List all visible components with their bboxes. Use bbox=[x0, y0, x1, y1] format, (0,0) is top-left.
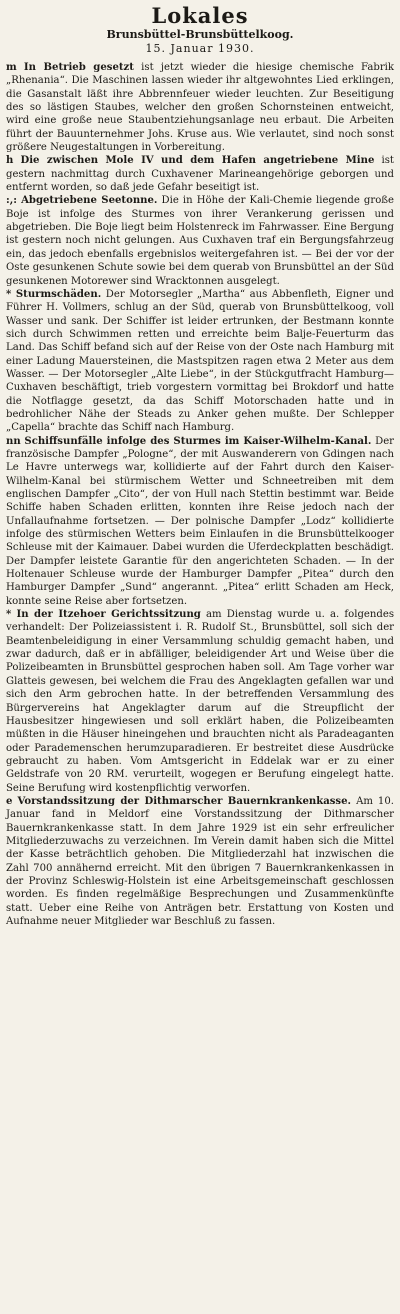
article-headline: Abgetriebene Seetonne. bbox=[21, 195, 158, 207]
article-seetonne bbox=[6, 194, 394, 287]
article-body: Am 10. Januar fand in Meldorf eine Vorstandssitzung der Dithmarscher Bauernkrankenkasse statt. In dem Jahre 1929 ist ein sehr erfreulicher Mitgliederzuwachs zu verzeichnen. Im Verein damit haben sich die Mittel der Kasse beträchtlich gehoben. Die Mitgliederzahl hat inzwischen die Zahl 700 annähernd erreicht. Mit den übrigen 7 Bauernkrankenkassen in der Provinz Schleswig-Holstein ist eine Arbeitsgemeinschaft geschlossen worden. Es finden regelmäßige Besprechungen und Zusammenkünfte statt. Ueber eine Reihe von Anträgen betr. Erstattung von Kosten und Aufnahme neuer Mitglieder war Beschluß zu fassen. bbox=[6, 795, 394, 927]
article-body: Der französische Dampfer „Pologne“, der mit Auswanderern von Gdingen nach Le Havre unterwegs war, kollidierte auf der Fahrt durch den Kaiser-Wilhelm-Kanal bei stürmischem Wetter und Schneetreiben mit dem englischen Dampfer „Cito“, der von Hull nach Stettin bestimmt war. Beide Schiffe haben Schaden erlitten, konnten ihre Reise jedoch nach der Unfallaufnahme fortsetzen. — Der polnische Dampfer „Lodz“ kollidierte infolge des stürmischen Wetters beim Einlaufen in die Brunsbüttelkooger Schleuse mit der Kaimauer. Dabei wurden die Uferdeckplatten beschädigt. Der Dampfer leistete Garantie für den angerichteten Schaden. — In der Holtenauer Schleuse wurde der Hamburger Dampfer „Pitea“ durch den Hamburger Dampfer „Sund“ angerannt. „Pitea“ erlitt Schaden am Heck, konnte seine Reise aber fortsetzen. bbox=[6, 435, 394, 607]
article-marker: nn bbox=[6, 435, 21, 447]
article-marker: m bbox=[6, 62, 17, 73]
article-body: Der Motorsegler „Martha“ aus Abbenfleth, Eigner und Führer H. Vollmers, schlug an der Süd, querab von Brunsbüttelkoog, voll Wasser und sank. Der Schiffer ist leider ertrunken, der Bestmann konnte sich durch Schwimmen retten und erreichte beim Balje-Feuerturm das Land. Das Schiff befand sich auf der Reise von der Oste nach Hamburg mit einer Ladung Mauersteinen, die Mastspitzen ragen etwa 2 Meter aus dem Wasser. — Der Motorsegler „Alte Liebe“, in der Stückgutfracht Hamburg—Cuxhaven beschäftigt, trieb vorgestern vormittag bei Brokdorf und hatte die Notflagge gesetzt, da das Schiff Motorschaden hatte und in bedrohlicher Nähe der Steads zu Anker gehen mußte. Der Schlepper „Capella“ brachte das Schiff nach Hamburg. bbox=[6, 288, 394, 434]
article-headline: In der Itzehoer Gerichtssitzung bbox=[16, 609, 201, 621]
article-headline: Schiffsunfälle infolge des Sturmes im Kaiser-Wilhelm-Kanal. bbox=[24, 435, 372, 447]
article-headline: In Betrieb gesetzt bbox=[23, 62, 134, 73]
article-marker: * bbox=[6, 288, 12, 300]
article-schiffsunfaelle bbox=[6, 435, 394, 608]
section-title: Lokales bbox=[151, 3, 249, 28]
article-marker: e bbox=[6, 795, 13, 807]
article-bauernkrankenkasse bbox=[6, 795, 394, 928]
section-subtitle: Brunsbüttel-Brunsbüttelkoog. bbox=[106, 28, 294, 41]
section-header bbox=[6, 4, 394, 56]
article-mine bbox=[6, 154, 394, 194]
article-headline: Die zwischen Mole IV und dem Hafen angetriebene Mine bbox=[20, 155, 375, 167]
article-body: ist jetzt wieder die hiesige chemische Fabrik „Rhenania“. Die Maschinen lassen wieder ihr altgewohntes Lied erklingen, die Gasanstalt läßt ihre Abbrennfeuer wieder leuchten. Zur Beseitigung des so lästigen Staubes, welcher den großen Schornsteinen entweicht, wird eine große neue Staubentziehungsanlage neu erbaut. Die Arbeiten führt der Bauunternehmer Johs. Kruse aus. Wie verlautet, sind noch sonst größere Neugestaltungen in Vorbereitung. bbox=[6, 62, 395, 154]
article-headline: Vorstandssitzung der Dithmarscher Bauernkrankenkasse. bbox=[17, 795, 352, 807]
article-rhenania bbox=[6, 61, 394, 154]
article-marker: h bbox=[6, 155, 14, 167]
article-body: ist gestern nachmittag durch Cuxhavener Marineangehörige geborgen und entfernt worden, so daß jede Gefahr beseitigt ist. bbox=[6, 155, 394, 194]
article-marker: * bbox=[6, 609, 12, 621]
article-body: am Dienstag wurde u. a. folgendes verhandelt: Der Polizeiassistent i. R. Rudolf St., Brunsbüttel, soll sich der Beamtenbeleidigung in einer Versammlung schuldig gemacht haben, und zwar dadurch, daß er in abfälliger, beleidigender Art und Weise über die Polizeibeamten in Brunsbüttel gesprochen haben soll. Am Tage vorher war Glatteis gewesen, bei welchem die Frau des Angeklagten gefallen war und sich den Arm gebrochen hatte. In der betreffenden Versammlung des Bürgervereins hat Angeklagter darum auf die Streupflicht der Hausbesitzer hingewiesen und soll erklärt haben, die Polizeibeamten müßten in die Häuser hineingehen und brauchten nicht als Paradeaganten oder Parademenschen herumzuparadieren. Er bestreitet diese Ausdrücke gebraucht zu haben. Vom Amtsgericht in Eddelak war er zu einer Geldstrafe von 20 RM. verurteilt, wogegen er Berufung eingelegt hatte. Seine Berufung wird kostenpflichtig verworfen. bbox=[6, 609, 395, 794]
article-marker: :,: bbox=[6, 195, 17, 207]
issue-date: 15. Januar 1930. bbox=[145, 42, 255, 55]
article-headline: Sturmschäden. bbox=[15, 288, 102, 300]
article-gerichtssitzung bbox=[6, 608, 394, 795]
article-body: Die in Höhe der Kali-Chemie liegende große Boje ist infolge des Sturmes von ihrer Verankerung gerissen und abgetrieben. Die Boje liegt beim Holstenreck im Fahrwasser. Eine Bergung ist gestern noch nicht gelungen. Aus Cuxhaven traf ein Bergungsfahrzeug ein, das jedoch ebenfalls ergebnislos weitergefahren ist. — Bei der vor der Oste gesunkenen Schute sowie bei dem querab von Brunsbüttel an der Süd gesunkenen Motorewer sind Wracktonnen ausgelegt. bbox=[6, 195, 394, 287]
article-sturmschaeden bbox=[6, 288, 394, 435]
